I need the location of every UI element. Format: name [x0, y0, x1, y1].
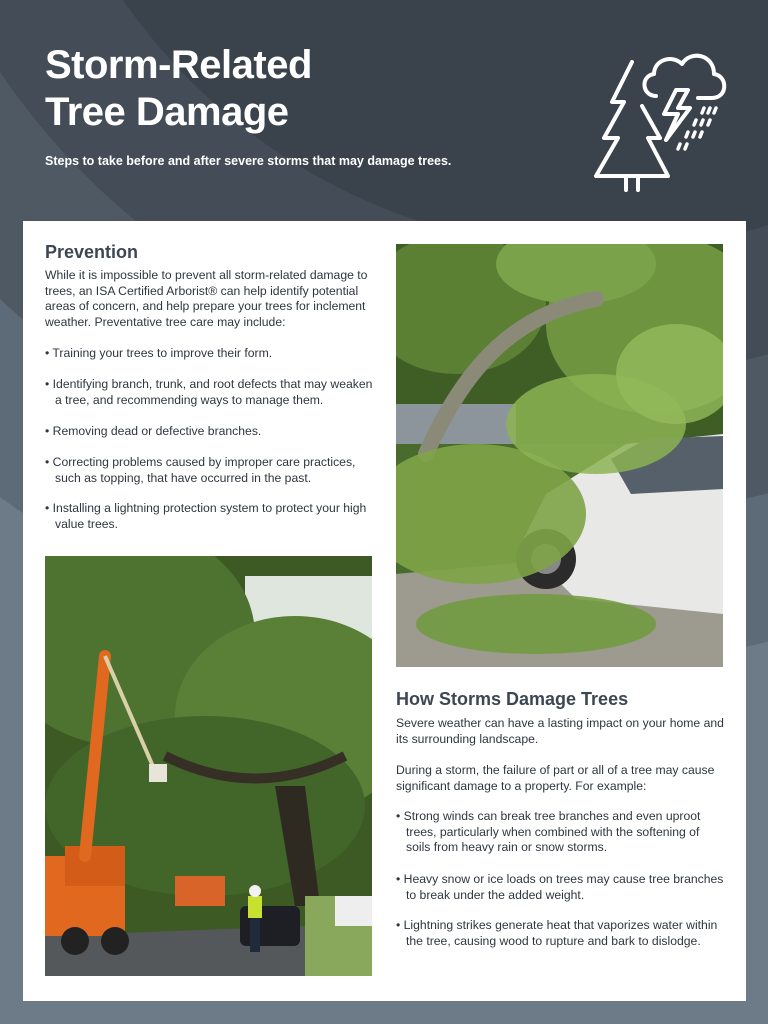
title-line-1: Storm-Related: [45, 43, 312, 87]
prevention-bullet-4: • Correcting problems caused by improper care practices, such as topping, that have occurred in the past.: [45, 455, 356, 485]
prevention-intro: While it is impossible to prevent all storm-related damage to trees, an ISA Certified Arborist® can help identify potential areas of concern, and help prepare your trees for inclement weather. Preventative tree care may include:: [45, 268, 368, 329]
damage-para-1: Severe weather can have a lasting impact on your home and its surrounding landscape.: [396, 716, 724, 746]
photo-fallen-tree-on-car: [396, 244, 723, 667]
damage-bullet-2: • Heavy snow or ice loads on trees may cause tree branches to break under the added weight.: [396, 872, 724, 902]
damage-bullet-3: • Lightning strikes generate heat that vaporizes water within the tree, causing wood to rupture and bark to dislodge.: [396, 918, 718, 948]
damage-heading: How Storms Damage Trees: [396, 689, 629, 709]
prevention-bullet-1: • Training your trees to improve their form.: [45, 346, 273, 360]
title-line-2: Tree Damage: [45, 90, 289, 134]
page-title: [45, 42, 312, 136]
prevention-bullet-2: • Identifying branch, trunk, and root defects that may weaken a tree, and recommending ways to manage them.: [45, 377, 373, 407]
page-subtitle: Steps to take before and after severe storms that may damage trees.: [45, 154, 452, 168]
prevention-heading: Prevention: [45, 242, 139, 262]
damage-bullet-1: • Strong winds can break tree branches and even uproot trees, particularly when combined with the softening of soils from heavy rain or snow storms.: [396, 809, 701, 855]
photo-bucket-truck-street: [45, 556, 372, 976]
prevention-bullet-3: • Removing dead or defective branches.: [45, 424, 262, 438]
prevention-bullet-5: • Installing a lightning protection system to protect your high value trees.: [45, 501, 367, 531]
damage-para-2: During a storm, the failure of part or all of a tree may cause significant damage to a property. For example:: [396, 763, 715, 793]
tree-storm-cloud-icon: [590, 46, 730, 196]
